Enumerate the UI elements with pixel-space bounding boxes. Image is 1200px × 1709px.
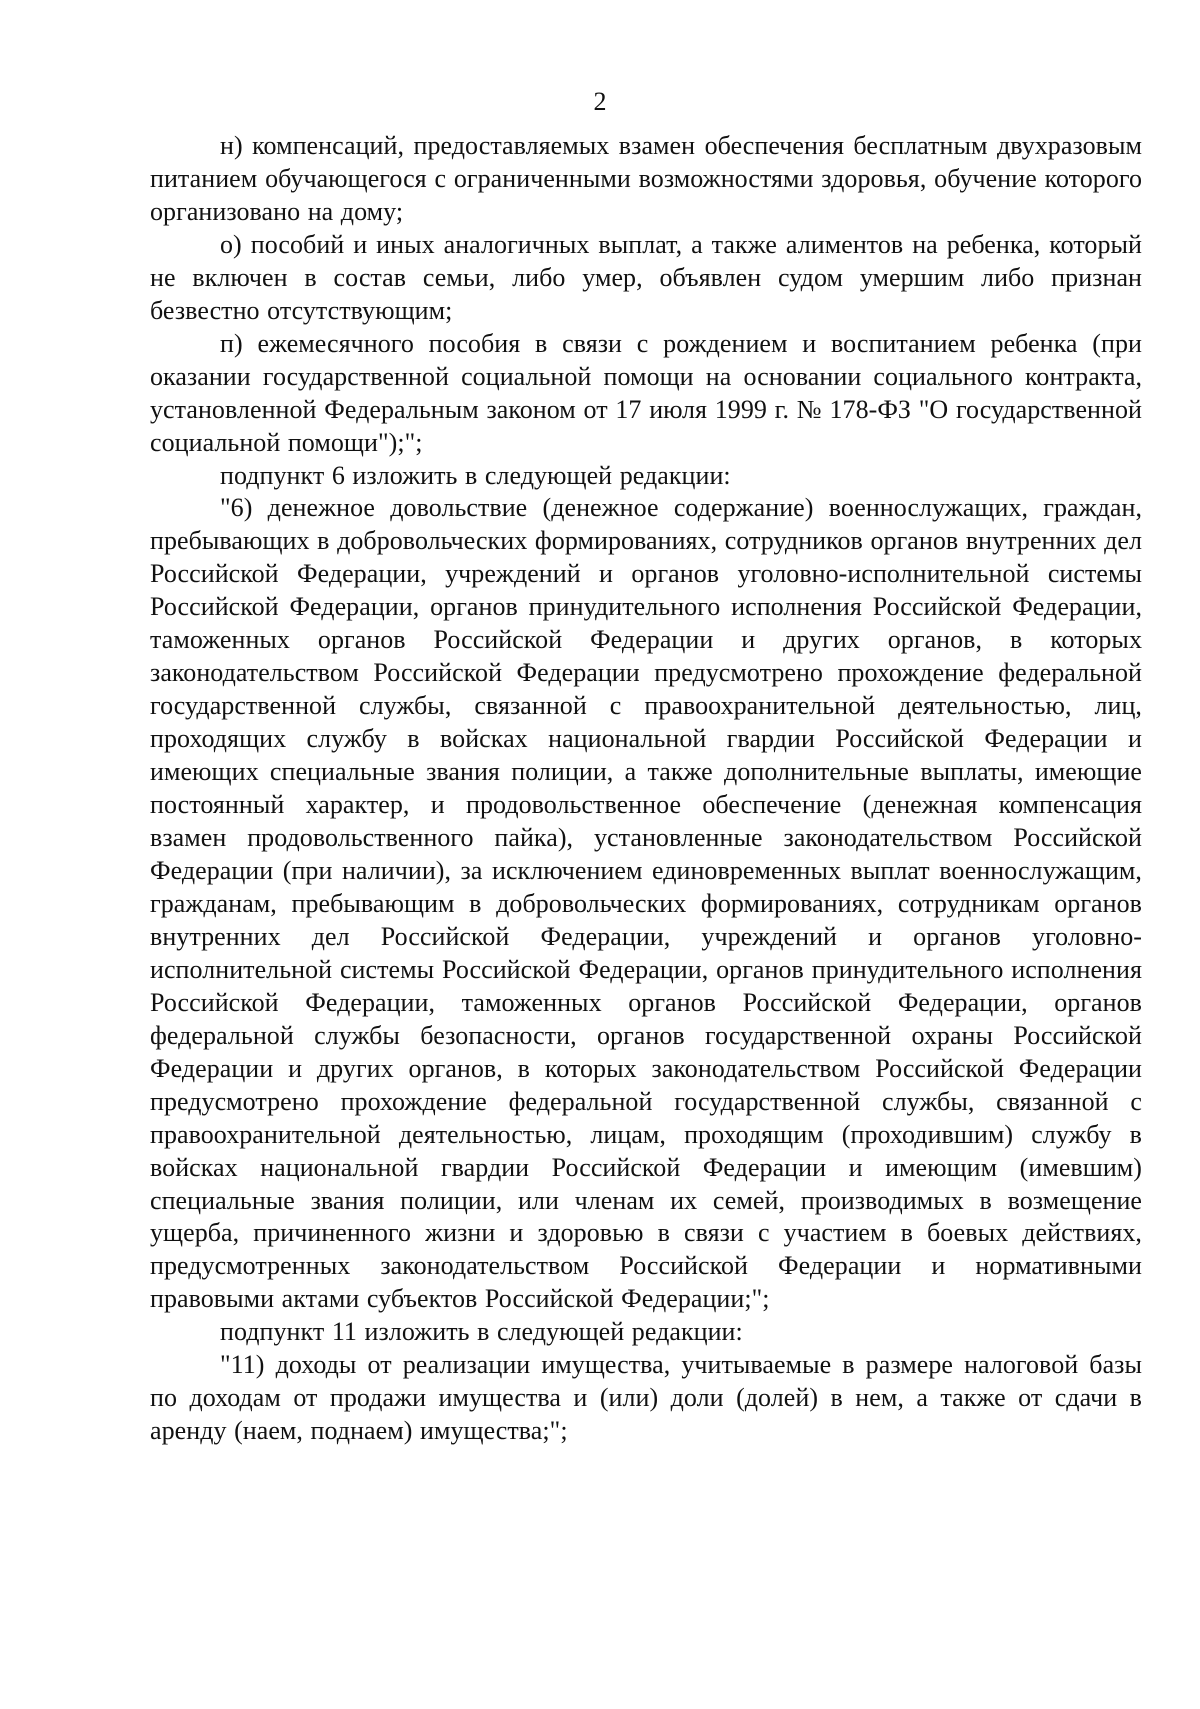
instruction-subparagraph-6: подпункт 6 изложить в следующей редакции: xyxy=(220,460,731,490)
paragraph-n: н) компенсаций, предоставляемых взамен обеспечения бесплатным двухразовым питанием обучающегося с ограниченными возможностями здоровья, обучение которого организовано на дому; xyxy=(150,131,1142,226)
subparagraph-6-text: "6) денежное довольствие (денежное содержание) военнослужащих, граждан, пребывающих в добровольческих формированиях, сотрудников органов внутренних дел Российской Федерации, учреждений и органов уголовно-исполнительной системы Российской Федерации, органов принудительного исполнения Российской Федерации, таможенных органов Российской Федерации и других органов, в которых законодательством Российской Федерации предусмотрено прохождение федеральной государственной службы, связанной с правоохранительной деятельностью, лиц, проходящих службу в войсках национальной гвардии Российской Федерации и имеющих специальные звания полиции, а также дополнительные выплаты, имеющие постоянный характер, и продовольственное обеспечение (денежная компенсация взамен продовольственного пайка), установленные законодательством Российской Федерации (при наличии), за исключением единовременных выплат военнослужащим, гражданам, пребывающим в добровольческих формированиях, сотрудникам органов внутренних дел Российской Федерации, учреждений и органов уголовно-исполнительной системы Российской Федерации, органов принудительного исполнения Российской Федерации, таможенных органов Российской Федерации, органов федеральной службы безопасности, органов государственной охраны Российской Федерации и других органов, в которых законодательством Российской Федерации предусмотрено прохождение федеральной государственной службы, связанной с правоохранительной деятельностью, лицам, проходящим (проходившим) службу в войсках национальной гвардии Российской Федерации и имеющим (имевшим) специальные звания полиции, или членам их семей, производимых в возмещение ущерба, причиненного жизни и здоровью в связи с участием в боевых действиях, предусмотренных законодательством Российской Федерации и нормативными правовыми актами субъектов Российской Федерации;"; xyxy=(150,493,1142,1314)
instruction-subparagraph-11: подпункт 11 изложить в следующей редакции: xyxy=(220,1317,743,1347)
paragraph-o: о) пособий и иных аналогичных выплат, а также алиментов на ребенка, который не включен в состав семьи, либо умер, объявлен судом умершим либо признан безвестно отсутствующим; xyxy=(150,229,1142,325)
paragraph-p: п) ежемесячного пособия в связи с рождением и воспитанием ребенка (при оказании государственной социальной помощи на основании социального контракта, установленной Федеральным законом от 17 июля 1999 г. № 178-ФЗ "О государственной социальной помощи");"; xyxy=(150,328,1142,457)
subparagraph-11-text: "11) доходы от реализации имущества, учитываемые в размере налоговой базы по доходам от продажи имущества и (или) доли (долей) в нем, а также от сдачи в аренду (наем, поднаем) имущества;"; xyxy=(150,1350,1142,1446)
page-number: 2 xyxy=(593,87,607,116)
document-body xyxy=(150,130,1142,1448)
